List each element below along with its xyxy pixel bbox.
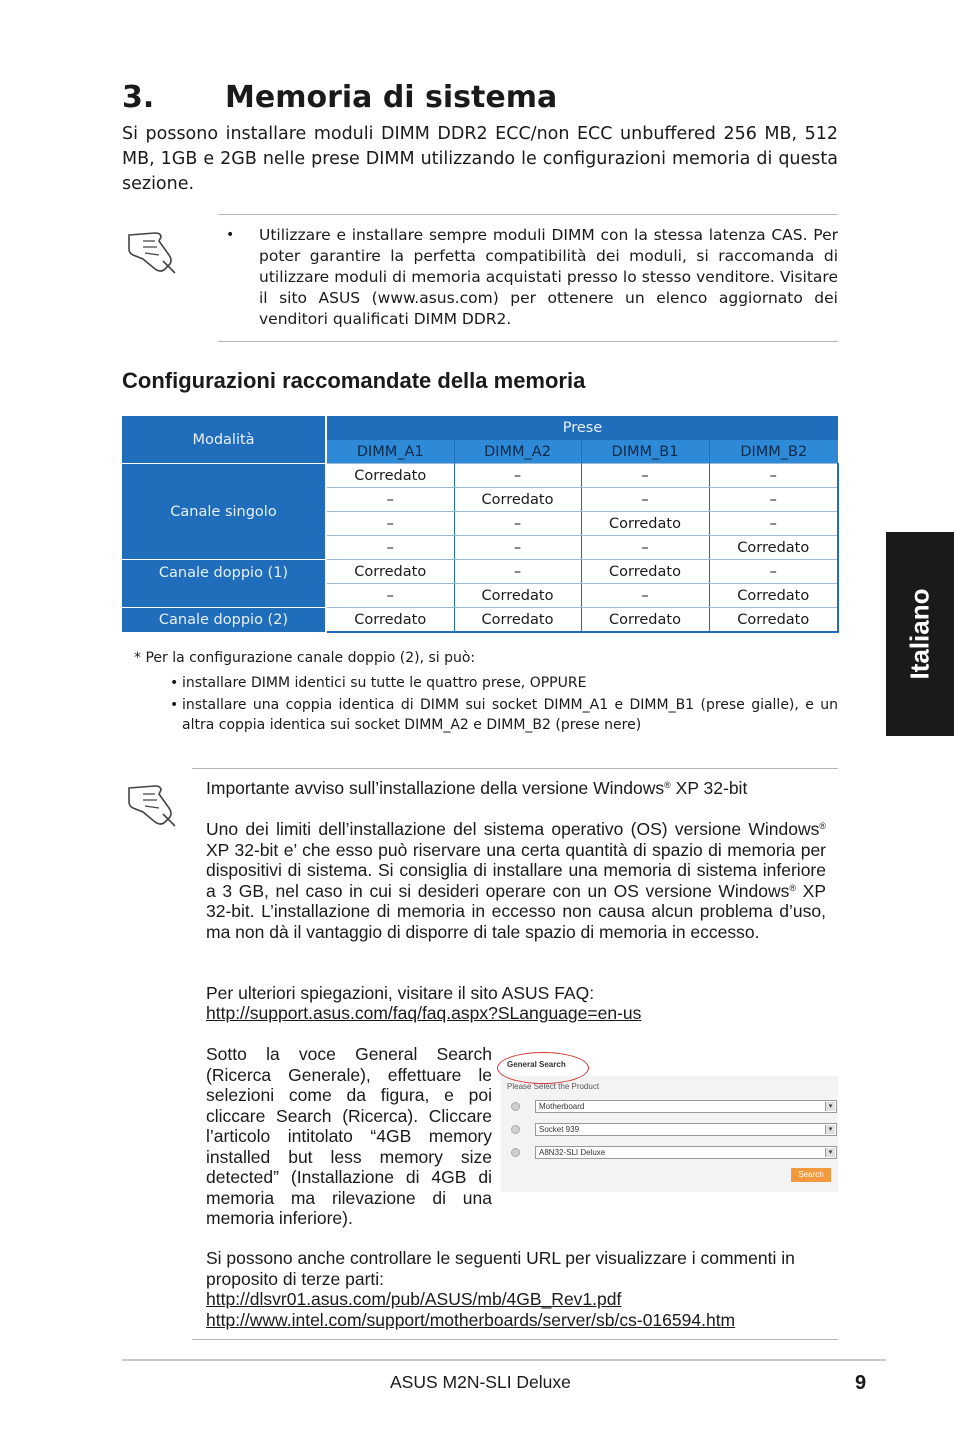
page-number: 9: [855, 1372, 867, 1394]
footnote-item-text: installare una coppia identica di DIMM sui socket DIMM_A1 e DIMM_B1 (prese gialle), e un altra coppia identica sui socket DIMM_A2 e DIMM_B2 (prese nere): [182, 697, 838, 733]
table-cell: Corredato: [454, 488, 581, 512]
table-cell: –: [581, 536, 709, 560]
product-select[interactable]: Motherboard ▾: [535, 1100, 837, 1113]
product-select-row: [507, 1146, 833, 1160]
note2-top-rule: [192, 768, 838, 769]
table-cell: –: [709, 560, 838, 584]
footnote-item-text: installare DIMM identici su tutte le quattro prese, OPPURE: [182, 675, 587, 691]
column-header: DIMM_B2: [709, 440, 838, 464]
general-search-label: General Search: [507, 1060, 566, 1069]
dropdown-arrow-icon: ▾: [825, 1102, 835, 1111]
radio-button[interactable]: [511, 1102, 520, 1111]
product-select[interactable]: A8N32-SLI Deluxe ▾: [535, 1146, 837, 1159]
column-header: DIMM_A2: [454, 440, 581, 464]
search-panel: [501, 1076, 838, 1192]
note1-top-rule: [218, 214, 838, 215]
table-cell: –: [454, 464, 581, 488]
product-select[interactable]: Socket 939 ▾: [535, 1123, 837, 1136]
table-cell: Corredato: [709, 536, 838, 560]
pointing-hand-icon: [125, 778, 177, 828]
note2-paragraph-4: Si possono anche controllare le seguenti URL per visualizzare i commenti in proposito di terze parti:: [206, 1248, 795, 1289]
footnote-item: • installare DIMM identici su tutte le quattro prese, OPPURE: [170, 673, 838, 693]
table-cell: –: [581, 464, 709, 488]
table-cell: –: [326, 488, 454, 512]
note2-bottom-rule: [192, 1339, 838, 1340]
radio-button[interactable]: [511, 1125, 520, 1134]
table-cell: –: [326, 512, 454, 536]
mode-cell: Canale doppio (2): [122, 608, 326, 633]
intro-paragraph: Si possono installare moduli DIMM DDR2 ECC/non ECC unbuffered 256 MB, 512 MB, 1GB e 2GB nelle prese DIMM utilizzando le configurazioni memoria di questa sezione.: [122, 124, 838, 194]
footnote-intro: * Per la configurazione canale doppio (2), si può:: [134, 650, 476, 666]
search-button[interactable]: Search: [791, 1168, 831, 1182]
faq-link[interactable]: http://support.asus.com/faq/faq.aspx?SLanguage=en-us: [206, 1003, 642, 1023]
pointing-hand-icon: [125, 225, 177, 275]
table-cell: –: [581, 584, 709, 608]
table-cell: –: [581, 488, 709, 512]
note2-paragraph-1: Uno dei limiti dell’installazione del sistema operativo (OS) versione Windows® XP 32-bit e’ che esso può riservare una certa quantità di spazio di memoria per dispositivi di sistema. Si consiglia di installare una memoria di sistema inferiore a 3 GB, nel caso in cui si desideri operare con un OS versione Windows® XP 32-bit. L’installazione di memoria in eccesso non causa alcun problema d’uso, ma non dà il vantaggio di disporre di tale spazio di memoria in eccesso.: [206, 819, 826, 942]
table-cell: Corredato: [581, 512, 709, 536]
bullet: •: [226, 227, 235, 243]
memory-config-table: [122, 416, 839, 633]
footnote-item: • installare una coppia identica di DIMM sui socket DIMM_A1 e DIMM_B1 (prese gialle), e un altra coppia identica sui socket DIMM_A2 e DIMM_B2 (prese nere): [170, 697, 838, 733]
table-cell: Corredato: [326, 608, 454, 633]
table-cell: –: [454, 536, 581, 560]
table-cell: –: [454, 512, 581, 536]
note1-bottom-rule: [218, 341, 838, 342]
table-cell: Corredato: [326, 464, 454, 488]
table-cell: Corredato: [709, 608, 838, 633]
note1-body: [226, 225, 838, 330]
table-cell: Corredato: [326, 560, 454, 584]
mode-cell: Canale singolo: [122, 464, 326, 560]
column-header: DIMM_A1: [326, 440, 454, 464]
section-number: 3.: [122, 80, 155, 115]
search-prompt: Please Select the Product: [507, 1082, 600, 1091]
table-cell: –: [326, 584, 454, 608]
footer-rule: [122, 1359, 886, 1361]
subsection-title: Configurazioni raccomandate della memoria: [122, 368, 586, 393]
footer-model: ASUS M2N-SLI Deluxe: [390, 1372, 571, 1392]
language-tab: [886, 532, 954, 736]
mode-cell: Canale doppio (1): [122, 560, 326, 608]
table-cell: Corredato: [581, 608, 709, 633]
product-select-row: [507, 1100, 833, 1114]
sockets-header: Prese: [326, 416, 838, 440]
dropdown-arrow-icon: ▾: [825, 1125, 835, 1134]
radio-button[interactable]: [511, 1148, 520, 1157]
note2-title: Importante avviso sull’installazione della versione Windows® XP 32-bit: [206, 778, 748, 798]
pdf-link[interactable]: http://dlsvr01.asus.com/pub/ASUS/mb/4GB_Rev1.pdf: [206, 1289, 622, 1309]
language-tab-label: Italiano: [904, 588, 935, 680]
column-header: DIMM_B1: [581, 440, 709, 464]
section-title: Memoria di sistema: [225, 80, 558, 115]
table-cell: –: [709, 488, 838, 512]
note2-paragraph-2: Per ulteriori spiegazioni, visitare il sito ASUS FAQ:: [206, 983, 595, 1003]
table-cell: –: [454, 560, 581, 584]
note2-paragraph-3: Sotto la voce General Search (Ricerca Generale), effettuare le selezioni come da figura, e poi cliccare Search (Ricerca). Cliccare l’articolo intitolato “4GB memory installed but less memory size detected” (Installazione di 4GB di memoria ma rilevazione di una memoria inferiore).: [206, 1044, 492, 1228]
general-search-screenshot: [497, 1052, 838, 1192]
product-select-row: [507, 1123, 833, 1137]
table-cell: Corredato: [581, 560, 709, 584]
dropdown-arrow-icon: ▾: [825, 1148, 835, 1157]
note1-text: Utilizzare e installare sempre moduli DIMM con la stessa latenza CAS. Per poter garantire la perfetta compatibilità dei moduli, si raccomanda di utilizzare moduli di memoria acquistati presso lo stesso venditore. Visitare il sito ASUS (www.asus.com) per ottenere un elenco aggiornato dei venditori qualificati DIMM DDR2.: [259, 226, 838, 328]
table-cell: –: [709, 512, 838, 536]
table-cell: Corredato: [454, 608, 581, 633]
table-cell: –: [326, 536, 454, 560]
intel-link[interactable]: http://www.intel.com/support/motherboards/server/sb/cs-016594.htm: [206, 1310, 736, 1330]
table-cell: –: [709, 464, 838, 488]
table-cell: Corredato: [454, 584, 581, 608]
mode-header: Modalità: [122, 416, 326, 464]
table-cell: Corredato: [709, 584, 838, 608]
